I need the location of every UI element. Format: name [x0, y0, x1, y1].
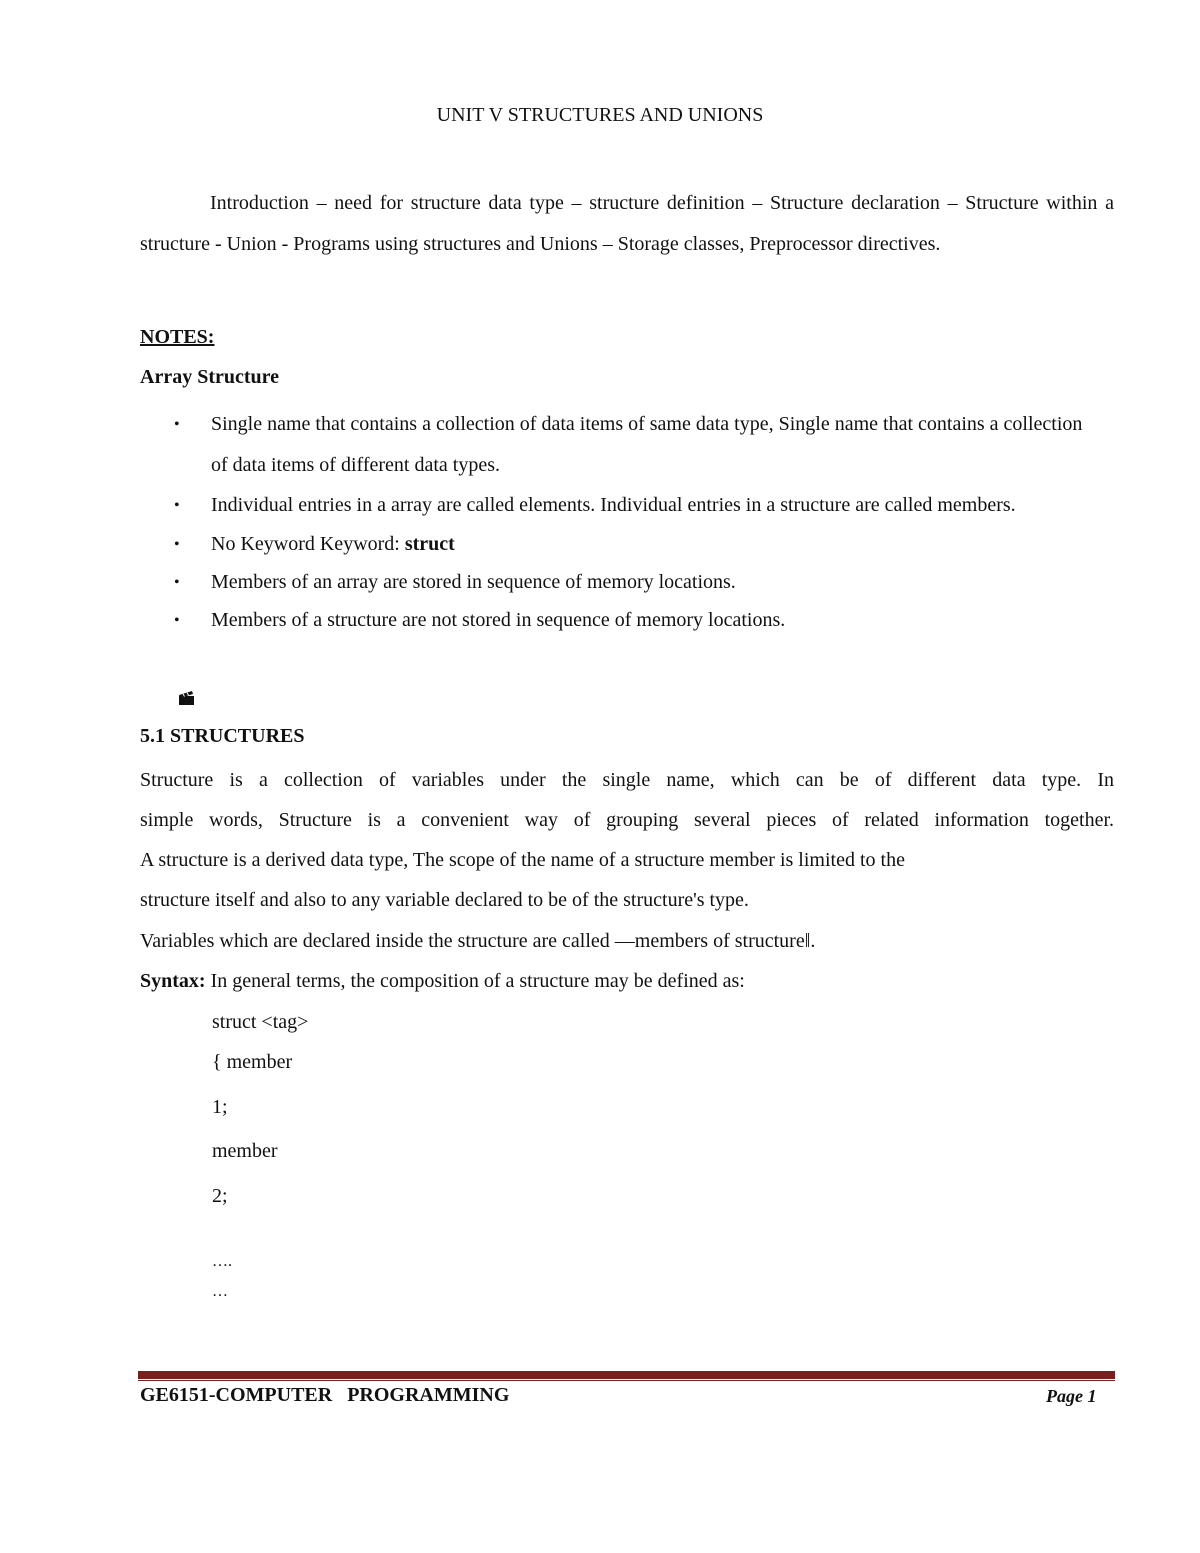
bullet-icon: • [174, 536, 180, 553]
page-title: UNIT V STRUCTURES AND UNIONS [436, 104, 764, 126]
code-line: 2; [212, 1185, 228, 1207]
members-definition: Variables which are declared inside the structure are called ―members of structure‖. [140, 930, 816, 952]
bullet-icon: • [174, 497, 180, 514]
clapperboard-icon [178, 690, 196, 706]
code-line: …. [212, 1253, 232, 1270]
array-structure-heading: Array Structure [140, 366, 280, 388]
bullet-icon: • [174, 574, 180, 591]
list-item: • Members of an array are stored in sequence of memory locations. [174, 563, 1094, 602]
footer-course: GE6151-COMPUTER PROGRAMMING [140, 1384, 510, 1406]
code-line: struct <tag> [212, 1011, 309, 1033]
code-line: member [212, 1140, 278, 1162]
footer-rule-thin [138, 1380, 1115, 1381]
syntax-line [140, 970, 745, 993]
bullet-icon: • [174, 612, 180, 629]
list-item: • Individual entries in a array are called elements. Individual entries in a structure are called members. [174, 485, 1094, 526]
paragraph-line: A structure is a derived data type, The scope of the name of a structure member is limited to the [140, 849, 905, 871]
comparison-list [174, 404, 1094, 639]
paragraph-line: structure itself and also to any variable declared to be of the structure's type. [140, 889, 749, 911]
structure-definition-paragraph [140, 760, 1114, 920]
list-item: • Single name that contains a collection of data items of same data type, Single name that contains a collection of data items of different data types. [174, 404, 1094, 486]
page-number: Page 1 [1046, 1386, 1097, 1406]
code-line: … [212, 1283, 228, 1300]
footer-rule [138, 1371, 1115, 1379]
list-item: • No Keyword Keyword: struct [174, 525, 1094, 564]
unit-intro: Introduction – need for structure data type – structure definition – Structure declaration – Structure within a structure - Union - Programs using structures and Unions – Storage classes, Preprocessor directives. [140, 192, 1114, 255]
keyword-struct: struct [404, 533, 455, 555]
list-item: • Members of a structure are not stored in sequence of memory locations. [174, 601, 1094, 640]
syntax-label: Syntax: [140, 970, 206, 992]
paragraph-line: simple words, Structure is a convenient way of grouping several pieces of related information together. [140, 809, 1114, 831]
notes-heading: NOTES: [140, 326, 215, 348]
code-line: { member [212, 1051, 293, 1073]
code-line: 1; [212, 1096, 228, 1118]
syntax-text: In general terms, the composition of a structure may be defined as: [205, 970, 745, 992]
section-heading: 5.1 STRUCTURES [140, 725, 305, 747]
paragraph-line: Structure is a collection of variables under the single name, which can be of different data type. In [140, 769, 1114, 791]
bullet-icon: • [174, 416, 180, 433]
